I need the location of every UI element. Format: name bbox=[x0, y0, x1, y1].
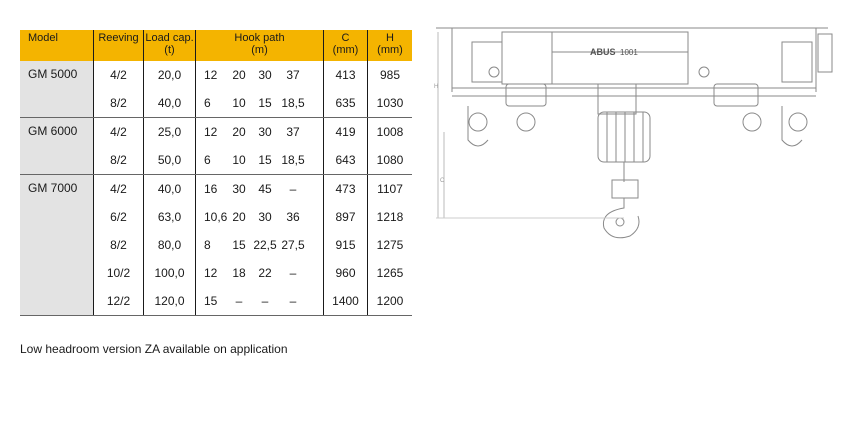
reeving-cell: 8/2 bbox=[94, 89, 144, 117]
hook-path-value: 18,5 bbox=[281, 153, 305, 167]
header-c-unit: (mm) bbox=[332, 44, 359, 56]
table-row bbox=[94, 118, 412, 146]
control-box bbox=[818, 34, 832, 72]
end-hook-right bbox=[782, 106, 802, 146]
h-dimension-cell: 985 bbox=[379, 68, 401, 82]
reeving-cell: 4/2 bbox=[94, 118, 144, 146]
hook-path-cell bbox=[196, 203, 324, 231]
header-reeving bbox=[94, 30, 144, 61]
hook-path-value: 10 bbox=[232, 153, 246, 167]
reeving-cell: 8/2 bbox=[94, 231, 144, 259]
hook-path-value: 12 bbox=[204, 266, 218, 280]
hook-path-value: 30 bbox=[232, 182, 246, 196]
brand-mark: ABUS bbox=[590, 47, 616, 57]
hook-path-value: 12 bbox=[204, 125, 218, 139]
hook-path-value: – bbox=[289, 294, 297, 308]
end-hook-left bbox=[468, 106, 488, 146]
bolt-left bbox=[489, 67, 499, 77]
load-capacity-cell: 25,0 bbox=[144, 118, 196, 146]
c-dimension-cell: 915 bbox=[324, 231, 368, 259]
reeving-cell: 4/2 bbox=[94, 61, 144, 89]
hook-path-value: 36 bbox=[286, 210, 300, 224]
hook-path-cell bbox=[196, 118, 324, 146]
hook-path-value: 15 bbox=[258, 96, 272, 110]
wheel-right-inner bbox=[743, 113, 761, 131]
reeving-cell: 12/2 bbox=[94, 287, 144, 315]
model-cell: GM 6000 bbox=[20, 118, 94, 174]
wheel-left-outer bbox=[469, 113, 487, 131]
c-dimension-cell: 635 bbox=[324, 89, 368, 117]
hook-path-cell bbox=[196, 175, 324, 203]
hook-path-value: 15 bbox=[232, 238, 246, 252]
table-row bbox=[94, 203, 412, 231]
hoist-drawing-svg bbox=[432, 22, 836, 254]
reeving-cell: 6/2 bbox=[94, 203, 144, 231]
h-dimension-cell: 1008 bbox=[376, 125, 404, 139]
hook-path-value: 20 bbox=[232, 210, 246, 224]
hook-path-value: 18,5 bbox=[281, 96, 305, 110]
motor-left bbox=[506, 84, 546, 106]
model-group bbox=[20, 118, 412, 175]
hook-shank bbox=[612, 180, 638, 198]
table-header bbox=[20, 30, 412, 61]
hook-path-value: – bbox=[261, 294, 269, 308]
h-dimension-cell: 1107 bbox=[377, 182, 403, 196]
motor-right bbox=[714, 84, 758, 106]
footnote: Low headroom version ZA available on application bbox=[20, 342, 288, 356]
header-load-capacity bbox=[144, 30, 196, 61]
trolley-body bbox=[502, 32, 688, 84]
hook-path-value: – bbox=[289, 266, 297, 280]
wheel-left-inner bbox=[517, 113, 535, 131]
hook-path-cell bbox=[196, 61, 324, 89]
c-dimension-cell: 419 bbox=[324, 118, 368, 146]
model-cell: GM 5000 bbox=[20, 61, 94, 117]
hook-path-value: 30 bbox=[258, 68, 272, 82]
table-row bbox=[94, 146, 412, 174]
table-row bbox=[94, 61, 412, 89]
header-hook-path-label: Hook path bbox=[234, 32, 285, 44]
table-row bbox=[94, 231, 412, 259]
h-dimension-cell: 1030 bbox=[376, 96, 404, 110]
hook-path-value: 37 bbox=[286, 125, 300, 139]
hook-path-value: 20 bbox=[232, 68, 246, 82]
header-h-unit: (mm) bbox=[377, 44, 403, 56]
hook-path-value: 6 bbox=[204, 96, 211, 110]
h-dimension-cell: 1265 bbox=[376, 266, 404, 280]
hook-path-value: 6 bbox=[204, 153, 211, 167]
hook-path-value: 10 bbox=[232, 96, 246, 110]
dim-h-label: H bbox=[434, 84, 439, 90]
table-row bbox=[94, 287, 412, 315]
hook-path-value: 15 bbox=[258, 153, 272, 167]
hook-path-value: 22,5 bbox=[253, 238, 277, 252]
hook-path-value: 15 bbox=[204, 294, 218, 308]
header-hook-path bbox=[196, 30, 324, 61]
hook-path-value: 27,5 bbox=[281, 238, 305, 252]
header-model bbox=[20, 30, 94, 61]
reeving-cell: 10/2 bbox=[94, 259, 144, 287]
hook-path-value: 30 bbox=[258, 210, 272, 224]
reeving-cell: 4/2 bbox=[94, 175, 144, 203]
hook-path-value: 30 bbox=[258, 125, 272, 139]
load-capacity-cell: 100,0 bbox=[144, 259, 196, 287]
model-group bbox=[20, 175, 412, 316]
hook-path-value: 8 bbox=[204, 238, 211, 252]
c-dimension-cell: 897 bbox=[324, 203, 368, 231]
model-group bbox=[20, 61, 412, 118]
model-mark: 1001 bbox=[620, 48, 638, 57]
reeving-cell: 8/2 bbox=[94, 146, 144, 174]
wheel-right-outer bbox=[789, 113, 807, 131]
load-capacity-cell: 40,0 bbox=[144, 89, 196, 117]
load-capacity-cell: 63,0 bbox=[144, 203, 196, 231]
hook-path-value: 10,6 bbox=[204, 210, 228, 224]
hook-path-value: 12 bbox=[204, 68, 218, 82]
hook-path-value: 16 bbox=[204, 182, 218, 196]
dim-c-label: C bbox=[440, 178, 445, 184]
header-load-capacity-unit: (t) bbox=[164, 44, 175, 56]
c-dimension-cell: 473 bbox=[324, 175, 368, 203]
hook-path-cell bbox=[196, 259, 324, 287]
end-carriage-right bbox=[782, 42, 812, 82]
header-c-label: C bbox=[341, 32, 350, 44]
hook-path-value: 37 bbox=[286, 68, 300, 82]
header-reeving-label: Reeving bbox=[98, 32, 139, 44]
header-h bbox=[368, 30, 412, 61]
header-c bbox=[324, 30, 368, 61]
table-body bbox=[20, 61, 412, 316]
hook-path-cell bbox=[196, 146, 324, 174]
hook-path-value: 45 bbox=[258, 182, 272, 196]
hook-path-value: 18 bbox=[232, 266, 246, 280]
hoist-drawing bbox=[432, 22, 836, 254]
load-capacity-cell: 120,0 bbox=[144, 287, 196, 315]
hook-path-value: – bbox=[235, 294, 243, 308]
h-dimension-cell: 1200 bbox=[376, 294, 404, 308]
header-h-label: H bbox=[386, 32, 394, 44]
c-dimension-cell: 1400 bbox=[324, 287, 368, 315]
table-row bbox=[94, 89, 412, 117]
hook-path-value: 22 bbox=[258, 266, 272, 280]
load-capacity-cell: 40,0 bbox=[144, 175, 196, 203]
header-hook-path-unit: (m) bbox=[251, 44, 268, 56]
specification-table bbox=[20, 30, 412, 316]
hook-path-value: 20 bbox=[232, 125, 246, 139]
model-cell: GM 7000 bbox=[20, 175, 94, 315]
load-capacity-cell: 50,0 bbox=[144, 146, 196, 174]
c-dimension-cell: 413 bbox=[324, 61, 368, 89]
header-model-label: Model bbox=[28, 32, 58, 44]
h-dimension-cell: 1275 bbox=[376, 238, 404, 252]
h-dimension-cell: 1218 bbox=[376, 210, 404, 224]
hook-path-cell bbox=[196, 89, 324, 117]
hook-path-value: – bbox=[289, 182, 297, 196]
c-dimension-cell: 643 bbox=[324, 146, 368, 174]
bolt-right bbox=[699, 67, 709, 77]
c-dimension-cell: 960 bbox=[324, 259, 368, 287]
h-dimension-cell: 1080 bbox=[376, 153, 404, 167]
header-load-capacity-label: Load cap. bbox=[145, 32, 194, 44]
bottom-block bbox=[598, 112, 650, 162]
hook-path-cell bbox=[196, 287, 324, 315]
load-capacity-cell: 80,0 bbox=[144, 231, 196, 259]
table-row bbox=[94, 259, 412, 287]
hoist-housing bbox=[552, 32, 688, 84]
table-row bbox=[94, 175, 412, 203]
load-capacity-cell: 20,0 bbox=[144, 61, 196, 89]
hook-path-cell bbox=[196, 231, 324, 259]
